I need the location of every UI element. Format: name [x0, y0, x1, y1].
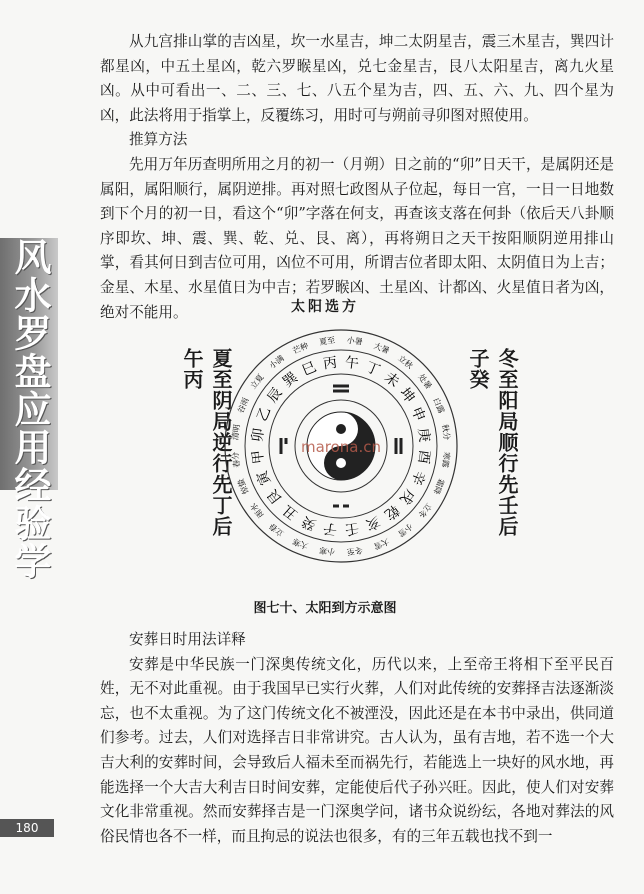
outer-ring-label: 大雪	[372, 536, 391, 551]
mid-ring-label: 癸	[299, 512, 319, 533]
mid-ring-label: 甲	[249, 448, 268, 465]
outer-ring-label: 立秋	[396, 353, 415, 371]
outer-ring-label: 芒种	[291, 341, 310, 356]
figure-title: 太阳选方	[291, 299, 359, 315]
paragraph-1: 从九宫排山掌的吉凶星，坎一水星吉，坤二太阴星吉，震三木星吉，巽四计都星凶，中五土星凶，乾六罗睺星凶，兑七金星吉，艮八太阳星吉，离九火星凶。从中可看出一、二、三、七、八五个星为吉，四、五、六、九、四个星为凶，此法将用于指掌上，反覆练习，用时可与朔前寻卯图对照使用。	[100, 33, 614, 124]
outer-ring-label: 霜降	[431, 477, 446, 496]
outer-ring-label: 清明	[230, 423, 242, 441]
mid-ring-label: 巳	[299, 359, 319, 380]
outer-ring-label: 冬至	[346, 545, 364, 557]
outer-ring-label: 小暑	[346, 335, 364, 347]
mid-ring-label: 戌	[396, 486, 418, 507]
mid-ring-label: 乙	[254, 404, 275, 424]
mid-ring-label: 酉	[414, 448, 433, 465]
outer-ring-label: 春分	[230, 451, 242, 469]
outer-ring-label: 大暑	[372, 341, 391, 356]
mid-ring-label: 午	[343, 354, 360, 373]
outer-ring-label: 白露	[431, 396, 446, 415]
outer-ring-label: 雨水	[248, 501, 266, 520]
figure-left-text: 夏至阴局逆行先丁后午丙	[180, 348, 233, 537]
paragraph-2: 先用万年历查明所用之月的初一（月朔）日之前的“卯”日天干，是属阴还是属阳，属阳顺行，属阴逆排。再对照七政图从子位起，每日一宫，一日一日地数到下个月的初一日，看这个“卯”字落在何支，再查该支落在何卦（依后天八卦顺序即坎、坤、震、巽、乾、兑、艮、离），再将朔日之天干按阳顺阴逆用排山掌，看其何日到吉位可用，凶位不可用，所谓吉位者即太阳、太阴值日为上吉；金星、木星、水星值日为中吉；若罗睺凶、土星凶、计都凶、火星值日者为凶，绝对不能用。	[100, 155, 614, 321]
outer-ring-label: 大寒	[291, 536, 310, 551]
sidebar-title: 风水罗盘应用经验学	[8, 238, 51, 580]
heading-calculation-method: 推算方法	[129, 131, 188, 149]
mid-ring-label: 艮	[264, 486, 286, 507]
mid-ring-label: 丁	[363, 359, 383, 380]
mid-ring-label: 坤	[396, 385, 418, 406]
outer-ring-label: 夏至	[318, 335, 336, 347]
outer-ring-label: 谷雨	[236, 396, 251, 415]
mid-ring-label: 庚	[414, 427, 433, 444]
heading-burial-dates: 安葬日时用法详释	[129, 631, 246, 648]
mid-ring-label: 丙	[322, 354, 339, 373]
figure-right-text: 冬至阳局顺行先壬后子癸	[466, 348, 519, 537]
paragraph-3: 安葬是中华民族一门深奥传统文化，历代以来，上至帝王将相下至平民百姓，无不对此重视。由于我国早已实行火葬，人们对此传统的安葬择吉法逐渐淡忘，也不太重视。为了这门传统文化不被湮没，因此还是在本书中录出，供同道们参考。过去，人们对选择吉日非常讲究。古人认为，虽有吉地，若不选一个大吉大利的安葬时间，会导致后人福未至而祸先行，若能选上一块好的风水地，再能选择一个大吉大利吉日时间安葬，定能使后代子孙兴旺。因此，使人们对安葬文化非常重视。然而安葬择吉是一门深奥学问，诸书众说纷纭，各地对葬法的风俗民情也各不一样，而且拘忌的说法也很多，有的三年五载也找不到一	[100, 655, 614, 845]
outer-ring-label: 处暑	[416, 372, 434, 391]
mid-ring-label: 辰	[264, 385, 286, 406]
outer-ring-label: 惊蛰	[236, 477, 251, 496]
outer-ring-label: 立春	[267, 521, 286, 539]
mid-ring-label: 未	[381, 369, 402, 391]
outer-ring-label: 寒露	[440, 451, 452, 469]
top-text-block	[100, 30, 614, 325]
mid-ring-label: 丑	[280, 501, 301, 523]
figure-caption: 图七十、太阳到方示意图	[253, 601, 397, 616]
watermark: marona.cn	[300, 438, 382, 456]
mid-ring-label: 巽	[280, 369, 301, 391]
mid-ring-label: 申	[407, 404, 428, 424]
page-number: 180	[0, 819, 54, 837]
outer-ring-label: 立夏	[248, 372, 266, 391]
outer-ring-label: 小寒	[318, 545, 336, 557]
bottom-text-block	[100, 628, 614, 849]
outer-ring-label: 小雪	[396, 521, 415, 539]
mid-ring-label: 寅	[254, 468, 275, 488]
sun-direction-diagram	[221, 326, 461, 566]
outer-ring-label: 立冬	[416, 501, 434, 520]
mid-ring-label: 亥	[363, 512, 383, 533]
outer-ring-label: 小满	[267, 353, 286, 371]
mid-ring-label: 子	[322, 519, 339, 538]
mid-ring-label: 乾	[381, 501, 402, 523]
outer-ring-label: 秋分	[440, 423, 452, 441]
mid-ring-label: 壬	[343, 519, 360, 538]
mid-ring-label: 辛	[407, 468, 428, 488]
mid-ring-label: 卯	[249, 427, 268, 444]
